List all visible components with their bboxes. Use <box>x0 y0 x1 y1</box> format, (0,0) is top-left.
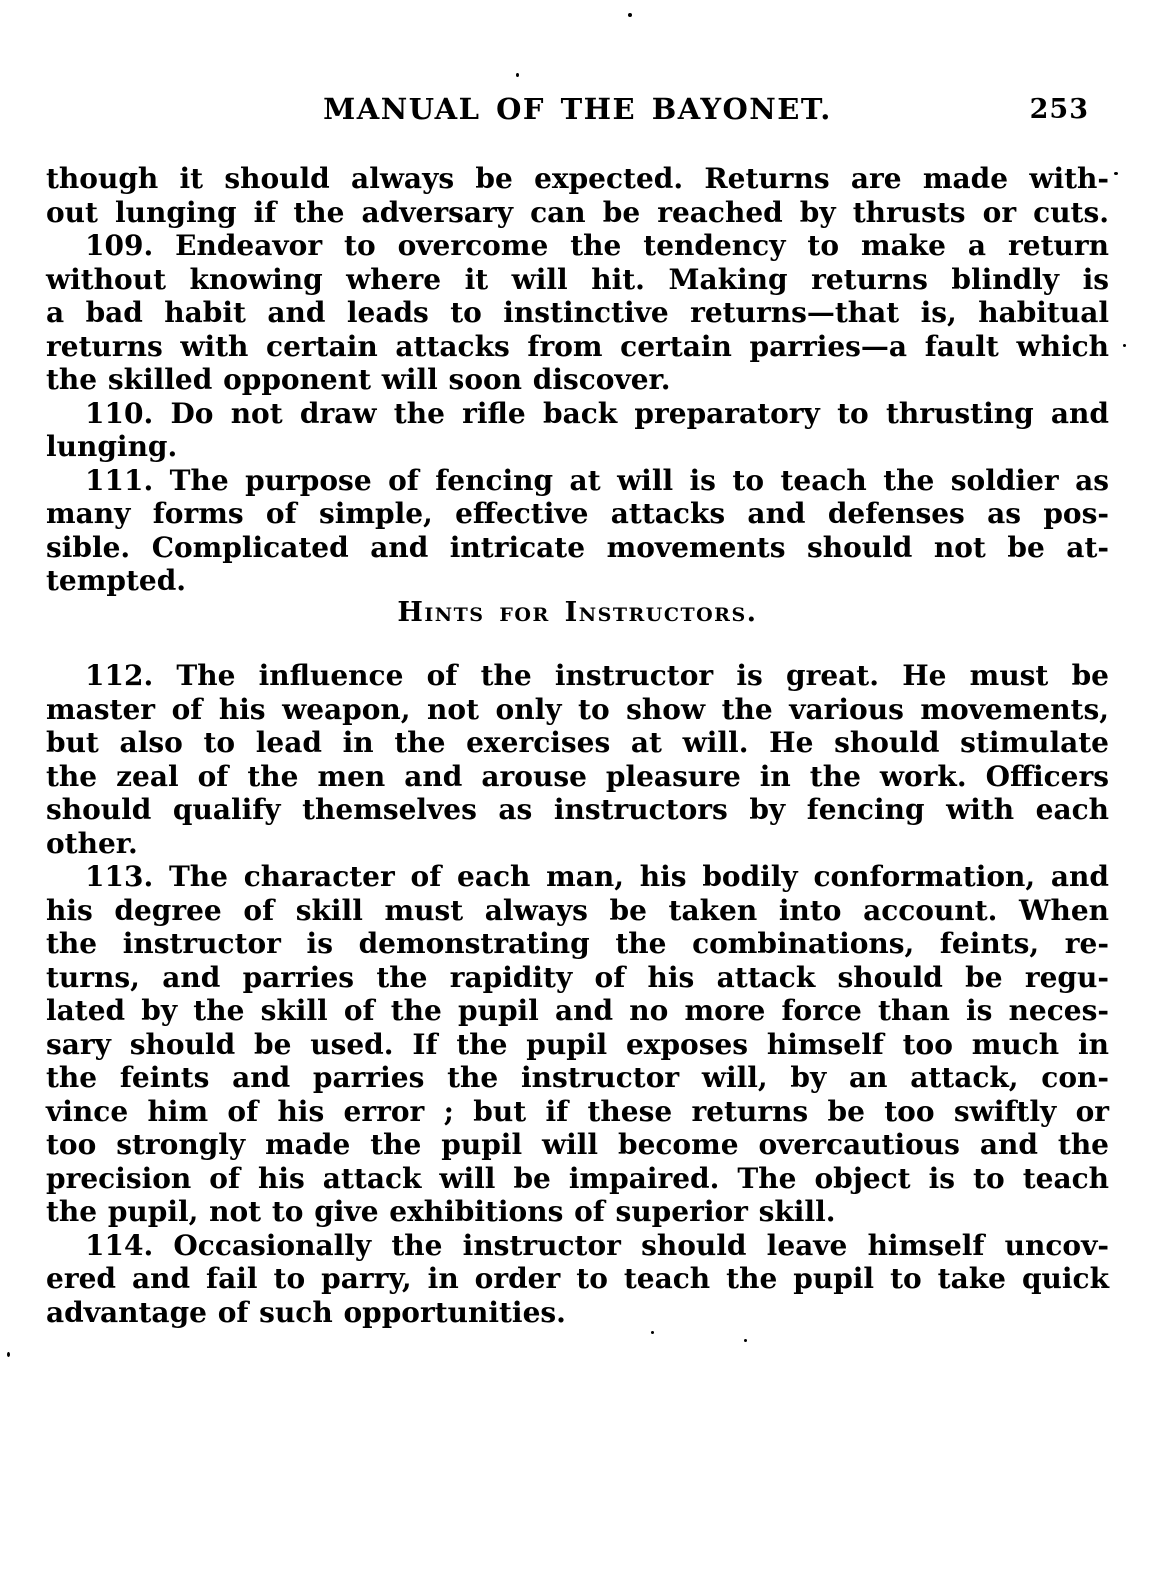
text-line: lated by the skill of the pupil and no more force than is neces- <box>46 994 1109 1027</box>
text-line: master of his weapon, not only to show the various movements, <box>46 692 1109 726</box>
page-header <box>46 92 1109 126</box>
scan-speck <box>516 73 519 77</box>
text-line: but also to lead in the exercises at will. He should stimulate <box>46 726 1109 759</box>
scan-speck <box>7 1352 10 1357</box>
text-line: out lunging if the adversary can be reached by thrusts or cuts. <box>46 195 1109 229</box>
text-line: though it should always be expected. Returns are made with- <box>46 162 1109 195</box>
text-line: the feints and parries the instructor will, by an attack, con- <box>46 1061 1109 1094</box>
scan-speck <box>628 13 632 17</box>
text-line: the instructor is demonstrating the combinations, feints, re- <box>46 927 1109 960</box>
text-line: 114. Occasionally the instructor should leave himself uncov- <box>85 1228 1109 1262</box>
text-line: his degree of skill must always be taken into account. When <box>46 893 1109 927</box>
text-line: the zeal of the men and arouse pleasure in the work. Officers <box>46 759 1109 793</box>
running-title: MANUAL OF THE BAYONET. <box>323 92 832 126</box>
text-line: ered and fail to parry, in order to teach the pupil to take quick <box>46 1262 1109 1295</box>
section-heading: Hints for Instructors. <box>397 596 758 628</box>
text-line: the skilled opponent will soon discover. <box>46 363 671 396</box>
text-line: returns with certain attacks from certain parries—a fault which <box>46 329 1109 363</box>
page-number: 253 <box>1029 94 1089 125</box>
text-line: 109. Endeavor to overcome the tendency to make a return <box>85 229 1109 262</box>
text-line: should qualify themselves as instructors by fencing with each <box>46 793 1109 826</box>
text-line: turns, and parries the rapidity of his attack should be regu- <box>46 960 1109 994</box>
text-line: 111. The purpose of fencing at will is to teach the soldier as <box>85 463 1109 497</box>
text-line: 110. Do not draw the rifle back preparatory to thrusting and <box>85 396 1109 430</box>
text-line: too strongly made the pupil will become overcautious and the <box>46 1128 1109 1161</box>
text-line: sible. Complicated and intricate movements should not be at- <box>46 530 1109 564</box>
text-line: advantage of such opportunities. <box>46 1295 566 1329</box>
text-line: vince him of his error ; but if these returns be too swiftly or <box>46 1094 1109 1128</box>
scan-speck <box>1123 344 1126 347</box>
text-block <box>46 162 1109 1329</box>
text-line: without knowing where it will hit. Making returns blindly is <box>46 262 1109 296</box>
text-line: precision of his attack will be impaired. The object is to teach <box>46 1161 1109 1195</box>
text-line: a bad habit and leads to instinctive returns—that is, habitual <box>46 296 1109 329</box>
text-line: many forms of simple, effective attacks and defenses as pos- <box>46 497 1109 530</box>
text-line: sary should be used. If the pupil exposes himself too much in <box>46 1027 1109 1061</box>
scan-speck <box>1114 172 1118 175</box>
scan-speck <box>744 1339 747 1342</box>
text-line: 112. The influence of the instructor is great. He must be <box>85 659 1109 692</box>
text-line: the pupil, not to give exhibitions of superior skill. <box>46 1195 836 1228</box>
text-line: tempted. <box>46 564 187 597</box>
scan-speck <box>651 1331 654 1334</box>
text-line: other. <box>46 826 138 860</box>
text-line: 113. The character of each man, his bodily conformation, and <box>85 860 1109 893</box>
text-line: lunging. <box>46 430 178 463</box>
